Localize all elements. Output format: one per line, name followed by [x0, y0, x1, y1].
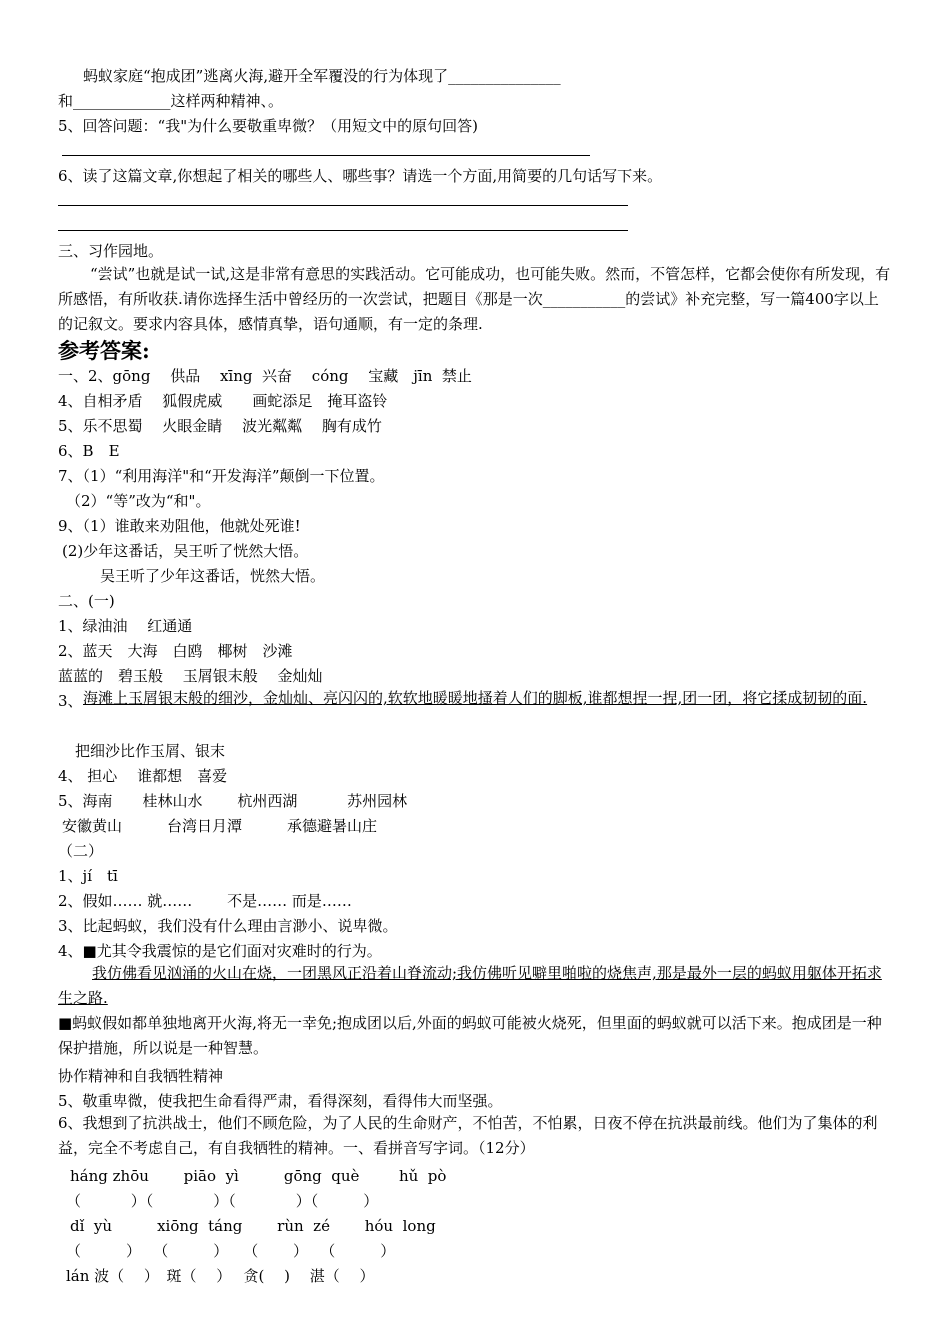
answer-b1: 1、绿油油 红通通 [58, 617, 193, 635]
answer-c3: 3、比起蚂蚁，我们没有什么理由言渺小、说卑微。 [58, 917, 398, 935]
pinyin-row2: dǐ yù xiōng táng rùn zé hóu long [70, 1217, 436, 1235]
answer-c1: 1、jí tī [58, 867, 118, 885]
section2-title: 二、(一) [58, 592, 115, 610]
answer-7-1: 7、（1）“利用海洋"和“开发海洋”颠倒一下位置。 [58, 467, 385, 485]
pinyin-row3: lán 波（ ） 斑（ ） 贪( ) 湛（ ） [66, 1267, 375, 1285]
section3-title: 三、习作园地。 [58, 242, 164, 260]
answer-b2: 2、蓝天 大海 白鸥 椰树 沙滩 [58, 642, 293, 660]
q4-line2: 和_____________这样两种精神、。 [58, 92, 284, 110]
answer-b3-text: 海滩上玉屑银末般的细沙，金灿灿、亮闪闪的,软软地暖暖地搔着人们的脚板,谁都想捏一捏,团一团，将它揉成韧韧的面. [83, 689, 868, 707]
pinyin-row2-boxes: （ ） （ ） （ ） （ ） [66, 1242, 396, 1260]
answer-c4-quote: 我仿佛看见汹涌的火山在烧，一团黑风正沿着山脊流动;我仿佛听见噼里啪啦的烧焦声,那是最外一层的蚂蚁用躯体开拓求生之路. [58, 964, 882, 1007]
answer-c4-explain: ■蚂蚁假如都单独地离开火海,将无一幸免;抱成团以后,外面的蚂蚁可能被火烧死，但里面的蚂蚁就可以活下来。抱成团是一种保护措施，所以说是一种智慧。 [58, 1014, 882, 1057]
answer-b4: 4、 担心 谁都想 喜爱 [58, 767, 228, 785]
answer-c2: 2、假如…… 就…… 不是…… 而是…… [58, 892, 352, 910]
answer-9-2: (2)少年这番话，吴王听了恍然大悟。 [62, 542, 309, 560]
answer-9-3: 吴王听了少年这番话，恍然大悟。 [100, 567, 326, 585]
answer-b2b: 蓝蓝的 碧玉般 玉屑银末般 金灿灿 [58, 667, 323, 685]
q4-line1: 蚂蚁家庭“抱成团”逃离火海,避开全军覆没的行为体现了_______________ [83, 67, 561, 85]
answer-5: 5、乐不思蜀 火眼金睛 波光粼粼 胸有成竹 [58, 417, 382, 435]
section2b-title: （二） [58, 842, 104, 860]
answer-b3b: 把细沙比作玉屑、银末 [75, 742, 226, 760]
answer-6: 6、B E [58, 442, 120, 460]
answer-b5a: 5、海南 桂林山水 杭州西湖 苏州园林 [58, 792, 408, 810]
answer-b3-number: 3、 [58, 692, 83, 710]
answer-4: 4、自相矛盾 狐假虎威 画蛇添足 掩耳盗铃 [58, 392, 388, 410]
section3-prompt: “尝试”也就是试一试,这是非常有意思的实践活动。它可能成功，也可能失败。然而，不管怎样，它都会使你有所发现，有所感悟，有所收获.请你选择生活中曾经历的一次尝试，把题目《那是一次___________的尝试》补充完整，写一篇400字以上的记叙文。要求内容具体，感情真挚，语句通顺，有一定的条理. [58, 265, 891, 333]
answer-c6: 6、我想到了抗洪战士，他们不顾危险，为了人民的生命财产，不怕苦，不怕累，日夜不停在抗洪最前线。他们为了集体的利益，完全不考虑自己，有自我牺牲的精神。一、看拼音写字词。（12分） [58, 1114, 878, 1157]
answer-1: 一、2、gōng 供品 xīng 兴奋 cóng 宝藏 jīn 禁止 [58, 367, 472, 385]
pinyin-row1: háng zhōu piāo yì gōng què hǔ pò [70, 1167, 447, 1185]
answers-title: 参考答案: [58, 338, 150, 363]
answer-7-2: （2）“等”改为“和"。 [66, 492, 211, 510]
answer-b5b: 安徽黄山 台湾日月潭 承德避暑山庄 [62, 817, 378, 835]
answer-c4-spirit: 协作精神和自我牺牲精神 [58, 1067, 224, 1085]
answer-c5: 5、敬重卑微，使我把生命看得严肃，看得深刻，看得伟大而坚强。 [58, 1092, 503, 1110]
answer-9-1: 9、（1）谁敢来劝阻他，他就处死谁! [58, 517, 301, 535]
answer-line [58, 230, 628, 231]
q5-question: 5、回答问题：“我"为什么要敬重卑微？（用短文中的原句回答) [58, 117, 478, 135]
answer-line [58, 205, 628, 206]
q6-question: 6、读了这篇文章,你想起了相关的哪些人、哪些事？请选一个方面,用简要的几句话写下来。 [58, 167, 663, 185]
pinyin-row1-boxes: （ ）（ ）（ ）（ ） [66, 1192, 379, 1210]
answer-line [62, 155, 590, 156]
answer-c4: 4、■尤其令我震惊的是它们面对灾难时的行为。 [58, 942, 382, 960]
